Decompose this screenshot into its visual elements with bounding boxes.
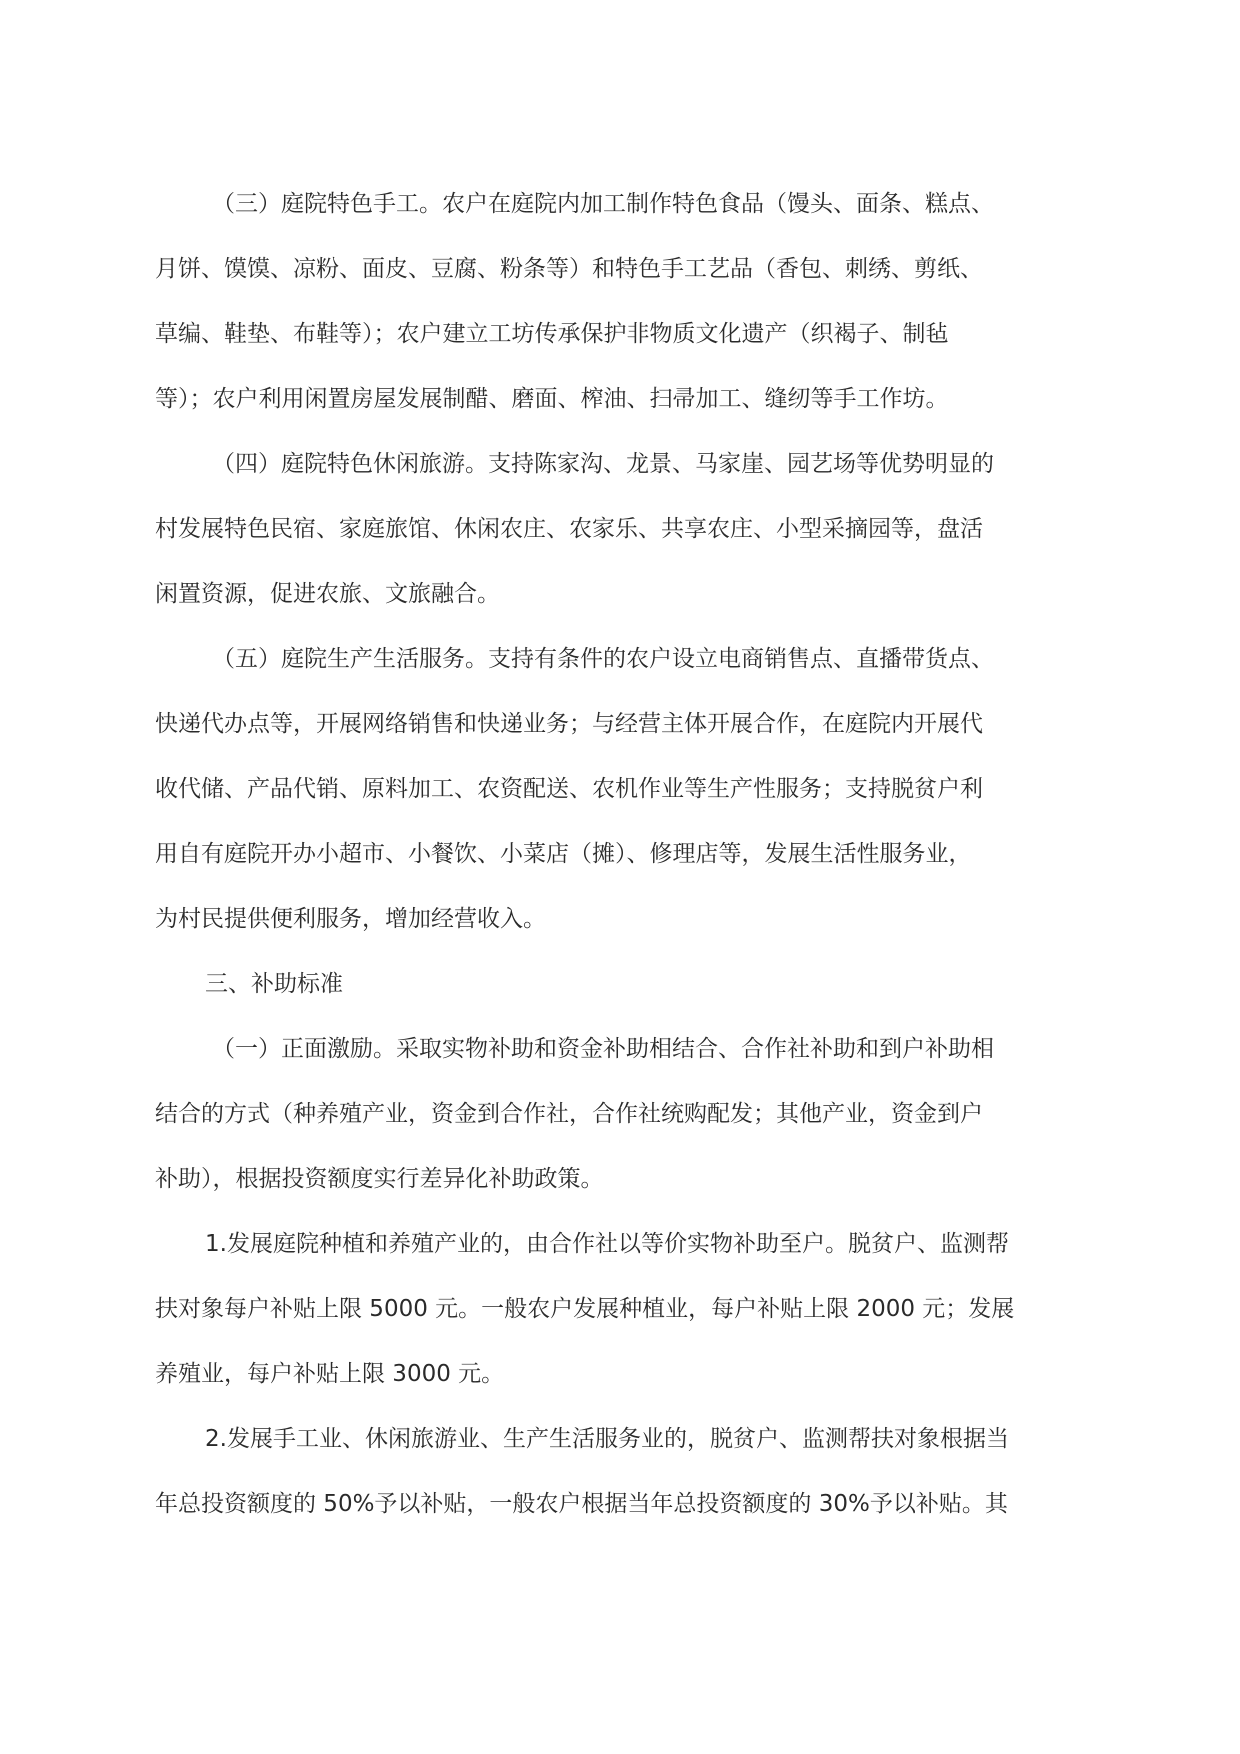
paragraph-5-line-5: 为村民提供便利服务，增加经营收入。 bbox=[155, 906, 546, 932]
item-2-line-1: 2.发展手工业、休闲旅游业、生产生活服务业的，脱贫户、监测帮扶对象根据当 bbox=[205, 1426, 1009, 1452]
paragraph-incentive-line-1: （一）正面激励。采取实物补助和资金补助相结合、合作社补助和到户补助相 bbox=[212, 1036, 994, 1062]
paragraph-5-line-1: （五）庭院生产生活服务。支持有条件的农户设立电商销售点、直播带货点、 bbox=[212, 646, 994, 672]
paragraph-3-line-3: 草编、鞋垫、布鞋等）；农户建立工坊传承保护非物质文化遗产（织褐子、制毡 bbox=[155, 321, 949, 347]
item-2-line-2: 年总投资额度的 50%予以补贴，一般农户根据当年总投资额度的 30%予以补贴。其 bbox=[155, 1491, 1008, 1517]
paragraph-5-line-3: 收代储、产品代销、原料加工、农资配送、农机作业等生产性服务；支持脱贫户利 bbox=[155, 776, 983, 802]
paragraph-4-line-1: （四）庭院特色休闲旅游。支持陈家沟、龙景、马家崖、园艺场等优势明显的 bbox=[212, 451, 994, 477]
item-1-line-2: 扶对象每户补贴上限 5000 元。一般农户发展种植业，每户补贴上限 2000 元；发展 bbox=[155, 1296, 1015, 1322]
item-1-line-3: 养殖业，每户补贴上限 3000 元。 bbox=[155, 1361, 505, 1387]
paragraph-3-line-2: 月饼、馍馍、凉粉、面皮、豆腐、粉条等）和特色手工艺品（香包、刺绣、剪纸、 bbox=[155, 256, 983, 282]
paragraph-incentive-line-2: 结合的方式（种养殖产业，资金到合作社，合作社统购配发；其他产业，资金到户 bbox=[155, 1101, 983, 1127]
paragraph-3-line-4: 等）；农户利用闲置房屋发展制醋、磨面、榨油、扫帚加工、缝纫等手工作坊。 bbox=[155, 386, 949, 412]
paragraph-5-line-4: 用自有庭院开办小超市、小餐饮、小菜店（摊）、修理店等，发展生活性服务业， bbox=[155, 841, 972, 867]
paragraph-incentive-line-3: 补助），根据投资额度实行差异化补助政策。 bbox=[155, 1166, 604, 1192]
paragraph-5-line-2: 快递代办点等，开展网络销售和快递业务；与经营主体开展合作，在庭院内开展代 bbox=[155, 711, 983, 737]
paragraph-3-line-1: （三）庭院特色手工。农户在庭院内加工制作特色食品（馒头、面条、糕点、 bbox=[212, 191, 994, 217]
item-1-line-1: 1.发展庭院种植和养殖产业的，由合作社以等价实物补助至户。脱贫户、监测帮 bbox=[205, 1231, 1009, 1257]
paragraph-4-line-3: 闲置资源，促进农旅、文旅融合。 bbox=[155, 581, 500, 607]
document-body bbox=[155, 188, 1085, 1553]
section-heading-subsidy-standard: 三、补助标准 bbox=[205, 971, 343, 997]
paragraph-4-line-2: 村发展特色民宿、家庭旅馆、休闲农庄、农家乐、共享农庄、小型采摘园等，盘活 bbox=[155, 516, 983, 542]
